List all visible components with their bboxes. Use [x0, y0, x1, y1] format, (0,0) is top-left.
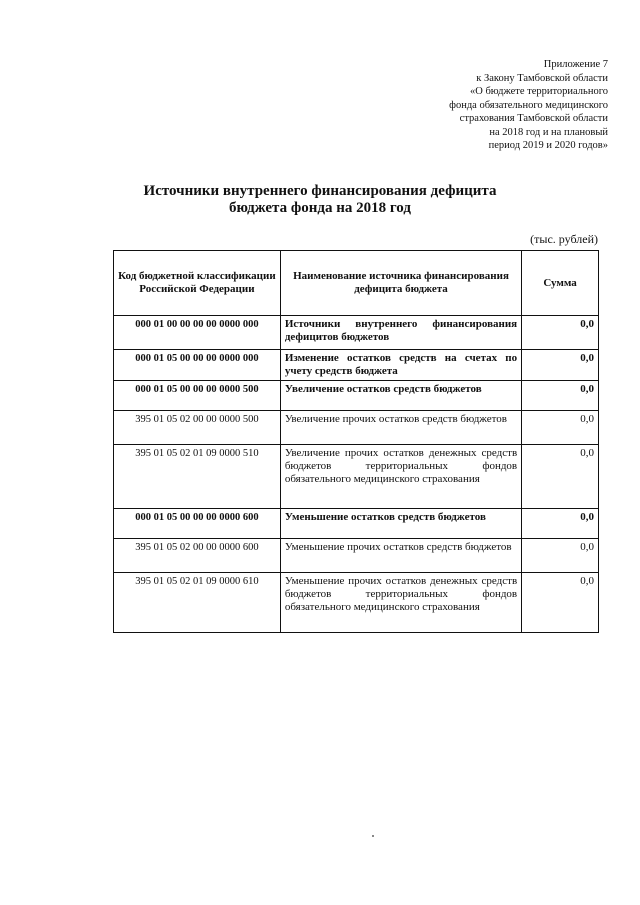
appendix-line: «О бюджете территориального — [470, 86, 608, 97]
cell-code: 395 01 05 02 01 09 0000 610 — [114, 573, 281, 633]
cell-name: Увеличение прочих остатков средств бюджетов — [280, 411, 521, 445]
table-row — [114, 350, 599, 381]
table-row — [114, 445, 599, 509]
title-line-2: бюджета фонда на 2018 год — [229, 200, 411, 216]
cell-name: Уменьшение прочих остатков денежных средств бюджетов территориальных фондов обязательного медицинского страхования — [280, 573, 521, 633]
cell-sum: 0,0 — [522, 381, 599, 411]
cell-code: 395 01 05 02 00 00 0000 600 — [114, 539, 281, 573]
table-row — [114, 509, 599, 539]
cell-sum: 0,0 — [522, 573, 599, 633]
appendix-note — [368, 58, 608, 153]
units-label: (тыс. рублей) — [530, 232, 598, 246]
cell-code: 000 01 05 00 00 00 0000 000 — [114, 350, 281, 381]
table-row — [114, 573, 599, 633]
cell-name: Уменьшение прочих остатков средств бюджетов — [280, 539, 521, 573]
table-row — [114, 381, 599, 411]
title-line-1: Источники внутреннего финансирования дефицита — [143, 183, 497, 199]
appendix-line: на 2018 год и на плановый — [489, 126, 608, 138]
appendix-line: к Закону Тамбовской области — [476, 72, 608, 84]
cell-name: Источники внутреннего финансирования дефицитов бюджетов — [280, 316, 521, 350]
table-row — [114, 316, 599, 350]
cell-code: 000 01 00 00 00 00 0000 000 — [114, 316, 281, 350]
cell-code: 000 01 05 00 00 00 0000 500 — [114, 381, 281, 411]
table-row — [114, 411, 599, 445]
cell-code: 395 01 05 02 01 09 0000 510 — [114, 445, 281, 509]
cell-code: 395 01 05 02 00 00 0000 500 — [114, 411, 281, 445]
cell-sum: 0,0 — [522, 509, 599, 539]
header-code: Код бюджетной классификации Российской Федерации — [114, 251, 281, 316]
document-title — [100, 183, 540, 217]
cell-name: Изменение остатков средств на счетах по учету средств бюджета — [280, 350, 521, 381]
cell-sum: 0,0 — [522, 539, 599, 573]
cell-name: Уменьшение остатков средств бюджетов — [280, 509, 521, 539]
table-row — [114, 539, 599, 573]
header-sum: Сумма — [522, 251, 599, 316]
cell-sum: 0,0 — [522, 445, 599, 509]
cell-name: Увеличение остатков средств бюджетов — [280, 381, 521, 411]
appendix-line: Приложение 7 — [543, 59, 608, 70]
appendix-line: страхования Тамбовской области — [459, 113, 608, 124]
appendix-line: период 2019 и 2020 годов» — [488, 140, 608, 151]
table-header-row — [114, 251, 599, 316]
appendix-line: фонда обязательного медицинского — [449, 99, 608, 111]
cell-sum: 0,0 — [522, 316, 599, 350]
cell-name: Увеличение прочих остатков денежных средств бюджетов территориальных фондов обязательного медицинского страхования — [280, 445, 521, 509]
scan-speck — [372, 835, 374, 837]
cell-sum: 0,0 — [522, 350, 599, 381]
cell-sum: 0,0 — [522, 411, 599, 445]
header-name: Наименование источника финансирования дефицита бюджета — [280, 251, 521, 316]
financing-table — [113, 250, 599, 633]
cell-code: 000 01 05 00 00 00 0000 600 — [114, 509, 281, 539]
